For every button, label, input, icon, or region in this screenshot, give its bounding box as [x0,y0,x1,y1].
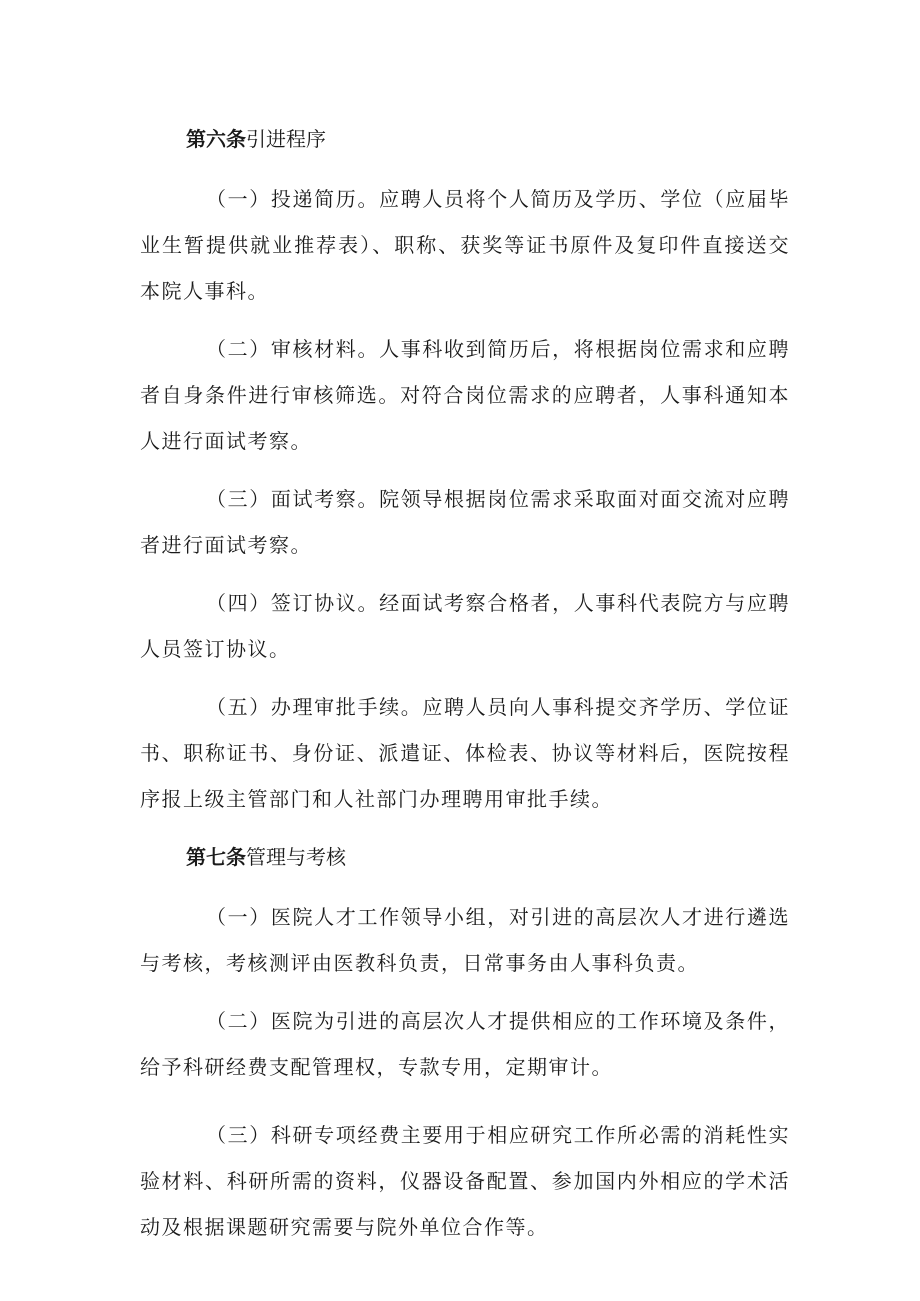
article-6-item-2: （二）审核材料。人事科收到简历后，将根据岗位需求和应聘者自身条件进行审核筛选。对符合岗位需求的应聘者，人事科通知本人进行面试考察。 [140,337,790,453]
article-6-item-1: （一）投递简历。应聘人员将个人简历及学历、学位（应届毕业生暂提供就业推荐表）、职称、获奖等证书原件及复印件直接送交本院人事科。 [140,187,790,303]
article-7-heading [140,834,790,880]
article-7-title: 管理与考核 [246,845,346,869]
article-7-item-2: （二）医院为引进的高层次人才提供相应的工作环境及条件，给予科研经费支配管理权，专款专用，定期审计。 [140,1009,790,1079]
article-6-title: 引进程序 [246,127,326,151]
article-6-number: 第六条 [186,127,246,151]
article-6-item-5: （五）办理审批手续。应聘人员向人事科提交齐学历、学位证书、职称证书、身份证、派遣证、体检表、协议等材料后，医院按程序报上级主管部门和人社部门办理聘用审批手续。 [140,695,790,811]
document-page [140,116,790,1262]
article-7-number: 第七条 [186,845,246,869]
article-6-heading [140,116,790,162]
article-6-item-4: （四）签订协议。经面试考察合格者，人事科代表院方与应聘人员签订协议。 [140,591,790,661]
article-7-item-1: （一）医院人才工作领导小组，对引进的高层次人才进行遴选与考核，考核测评由医教科负责，日常事务由人事科负责。 [140,905,790,975]
article-6-item-3: （三）面试考察。院领导根据岗位需求采取面对面交流对应聘者进行面试考察。 [140,487,790,557]
article-7-item-3: （三）科研专项经费主要用于相应研究工作所必需的消耗性实验材料、科研所需的资料，仪器设备配置、参加国内外相应的学术活动及根据课题研究需要与院外单位合作等。 [140,1123,790,1239]
